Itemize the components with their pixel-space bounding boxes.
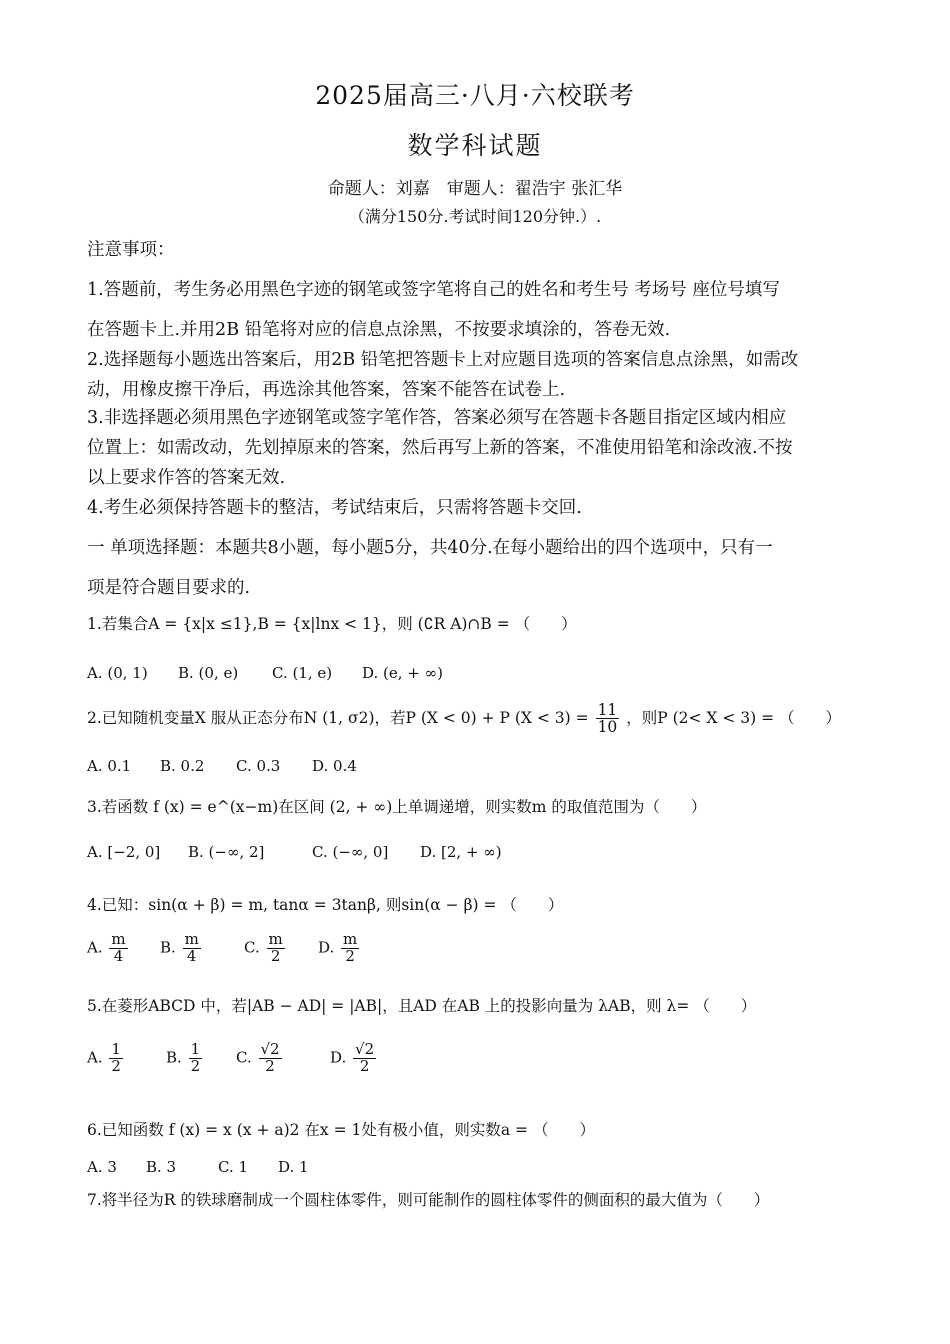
question-5-option-c-label: C. bbox=[236, 1048, 252, 1067]
question-4-option-c-fraction bbox=[267, 932, 285, 965]
notice-heading: 注意事项： bbox=[87, 240, 175, 260]
question-5-option-c bbox=[236, 1042, 284, 1075]
question-5-stem: 5.在菱形ABCD 中，若|AB − AD| = |AB|，且AD 在AB 上的投影向量为 λAB，则 λ= （ ） bbox=[87, 997, 757, 1015]
question-7-stem: 7.将半径为R 的铁球磨制成一个圆柱体零件，则可能制作的圆柱体零件的侧面积的最大值为（ ） bbox=[87, 1191, 770, 1209]
notice-line-5: 3.非选择题必须用黑色字迹钢笔或签字笔作答，答案必须写在答题卡各题目指定区域内相应 bbox=[87, 408, 787, 428]
question-1-option-d: D. (e, + ∞) bbox=[362, 664, 443, 682]
question-5-option-a-num: 1 bbox=[111, 1040, 121, 1058]
section-heading-line-2: 项是符合题目要求的. bbox=[87, 578, 251, 598]
question-6-option-b: B. 3 bbox=[146, 1158, 177, 1176]
question-3-option-c: C. (−∞, 0] bbox=[312, 843, 389, 861]
question-4-option-a bbox=[87, 932, 130, 965]
question-5-option-d-num: √2 bbox=[355, 1040, 375, 1058]
question-4-option-d-num: m bbox=[343, 930, 358, 948]
question-4-option-d-fraction bbox=[341, 932, 359, 965]
question-5-option-b-num: 1 bbox=[190, 1040, 201, 1058]
question-4-option-d-den: 2 bbox=[345, 946, 355, 965]
question-5-option-c-num: √2 bbox=[260, 1040, 280, 1058]
question-2-option-a: A. 0.1 bbox=[87, 757, 132, 775]
question-6-stem: 6.已知函数 f (x) = x (x + a)2 在x = 1处有极小值，则实数a = （ ） bbox=[87, 1121, 595, 1139]
question-4-option-d bbox=[318, 932, 361, 965]
question-5-option-a bbox=[87, 1042, 125, 1075]
notice-line-7: 以上要求作答的答案无效. bbox=[87, 468, 286, 488]
question-5-option-c-fraction bbox=[259, 1042, 282, 1075]
question-2-stem-post: ，则P (2< X < 3) = （ ） bbox=[626, 708, 842, 727]
section-heading-line-1: 一 单项选择题：本题共8小题，每小题5分，共40分.在每小题给出的四个选项中，只有一 bbox=[87, 538, 773, 558]
question-5-option-b-label: B. bbox=[166, 1048, 182, 1067]
question-5-option-a-fraction bbox=[109, 1042, 123, 1075]
question-6-option-a: A. 3 bbox=[87, 1158, 117, 1176]
question-4-option-a-den: 4 bbox=[113, 946, 124, 965]
question-5-option-d-fraction bbox=[353, 1042, 376, 1075]
notice-line-6: 位置上：如需改动，先划掉原来的答案，然后再写上新的答案，不准使用铅笔和涂改液.不按 bbox=[87, 438, 793, 458]
question-3-stem: 3.若函数 f (x) = e^(x−m)在区间 (2, + ∞)上单调递增，则实数m 的取值范围为（ ） bbox=[87, 798, 707, 816]
question-1-option-c: C. (1, e) bbox=[272, 664, 333, 682]
question-2-option-b: B. 0.2 bbox=[160, 757, 205, 775]
question-4-option-b-fraction bbox=[183, 932, 201, 965]
question-4-option-a-num: m bbox=[111, 930, 126, 948]
exam-title: 2025届高三·八月·六校联考 bbox=[315, 81, 635, 110]
question-2-option-d: D. 0.4 bbox=[312, 757, 357, 775]
question-6-option-c: C. 1 bbox=[218, 1158, 249, 1176]
notice-line-3: 2.选择题每小题选出答案后，用2B 铅笔把答题卡上对应题目选项的答案信息点涂黑，如需改 bbox=[87, 350, 799, 370]
question-5-option-b-den: 2 bbox=[190, 1056, 201, 1075]
question-4-option-c-den: 2 bbox=[270, 946, 281, 965]
question-2-option-c: C. 0.3 bbox=[236, 757, 281, 775]
question-4-stem: 4.已知：sin(α + β) = m, tanα = 3tanβ, 则sin(α − β) = （ ） bbox=[87, 896, 564, 914]
question-5-option-c-den: 2 bbox=[265, 1056, 275, 1075]
notice-line-8: 4.考生必须保持答题卡的整洁，考试结束后，只需将答题卡交回. bbox=[87, 498, 582, 518]
question-4-option-a-label: A. bbox=[87, 938, 103, 957]
question-2-fraction-den: 10 bbox=[597, 718, 618, 737]
question-4-option-c bbox=[244, 932, 287, 965]
question-5-option-d-label: D. bbox=[330, 1048, 347, 1067]
question-3-option-a: A. [−2, 0] bbox=[87, 843, 161, 861]
question-2-fraction bbox=[596, 702, 620, 736]
exam-authors: 命题人：刘嘉 审题人：翟浩宇 张汇华 bbox=[327, 179, 623, 199]
notice-line-1: 1.答题前，考生务必用黑色字迹的钢笔或签字笔将自己的姓名和考生号 考场号 座位号填写 bbox=[87, 280, 780, 300]
question-1-stem: 1.若集合A = {x|x ≤1},B = {x|lnx < 1}，则 (∁R A)∩B = （ ） bbox=[87, 615, 577, 633]
question-2-fraction-num: 11 bbox=[597, 701, 618, 719]
question-4-option-b bbox=[160, 932, 203, 965]
notice-line-4: 动，用橡皮擦干净后，再选涂其他答案，答案不能答在试卷上. bbox=[87, 380, 566, 400]
question-1-option-b: B. (0, e) bbox=[178, 664, 239, 682]
question-5-option-a-label: A. bbox=[87, 1048, 103, 1067]
question-4-option-b-num: m bbox=[184, 930, 199, 948]
question-2-stem bbox=[87, 702, 887, 736]
question-5-option-d bbox=[330, 1042, 378, 1075]
question-3-option-d: D. [2, + ∞) bbox=[420, 843, 502, 861]
question-4-option-c-num: m bbox=[268, 930, 283, 948]
question-4-option-c-label: C. bbox=[244, 938, 260, 957]
question-4-option-d-label: D. bbox=[318, 938, 335, 957]
question-5-option-d-den: 2 bbox=[359, 1056, 370, 1075]
question-6-option-d: D. 1 bbox=[278, 1158, 309, 1176]
question-4-option-b-den: 4 bbox=[186, 946, 197, 965]
question-5-option-b-fraction bbox=[189, 1042, 203, 1075]
question-4-option-b-label: B. bbox=[160, 938, 176, 957]
notice-line-2: 在答题卡上.并用2B 铅笔将对应的信息点涂黑，不按要求填涂的，答卷无效. bbox=[87, 320, 671, 340]
exam-time-note: （满分150分.考试时间120分钟.）. bbox=[348, 207, 602, 226]
question-5-option-b bbox=[166, 1042, 204, 1075]
question-4-option-a-fraction bbox=[109, 932, 127, 965]
exam-subtitle: 数学科试题 bbox=[407, 131, 543, 160]
question-3-option-b: B. (−∞, 2] bbox=[188, 843, 265, 861]
question-2-stem-pre: 2.已知随机变量X 服从正态分布N (1, σ2)，若P (X < 0) + P (X < 3) = bbox=[87, 708, 589, 727]
question-5-option-a-den: 2 bbox=[111, 1056, 121, 1075]
question-1-option-a: A. (0, 1) bbox=[87, 664, 148, 682]
